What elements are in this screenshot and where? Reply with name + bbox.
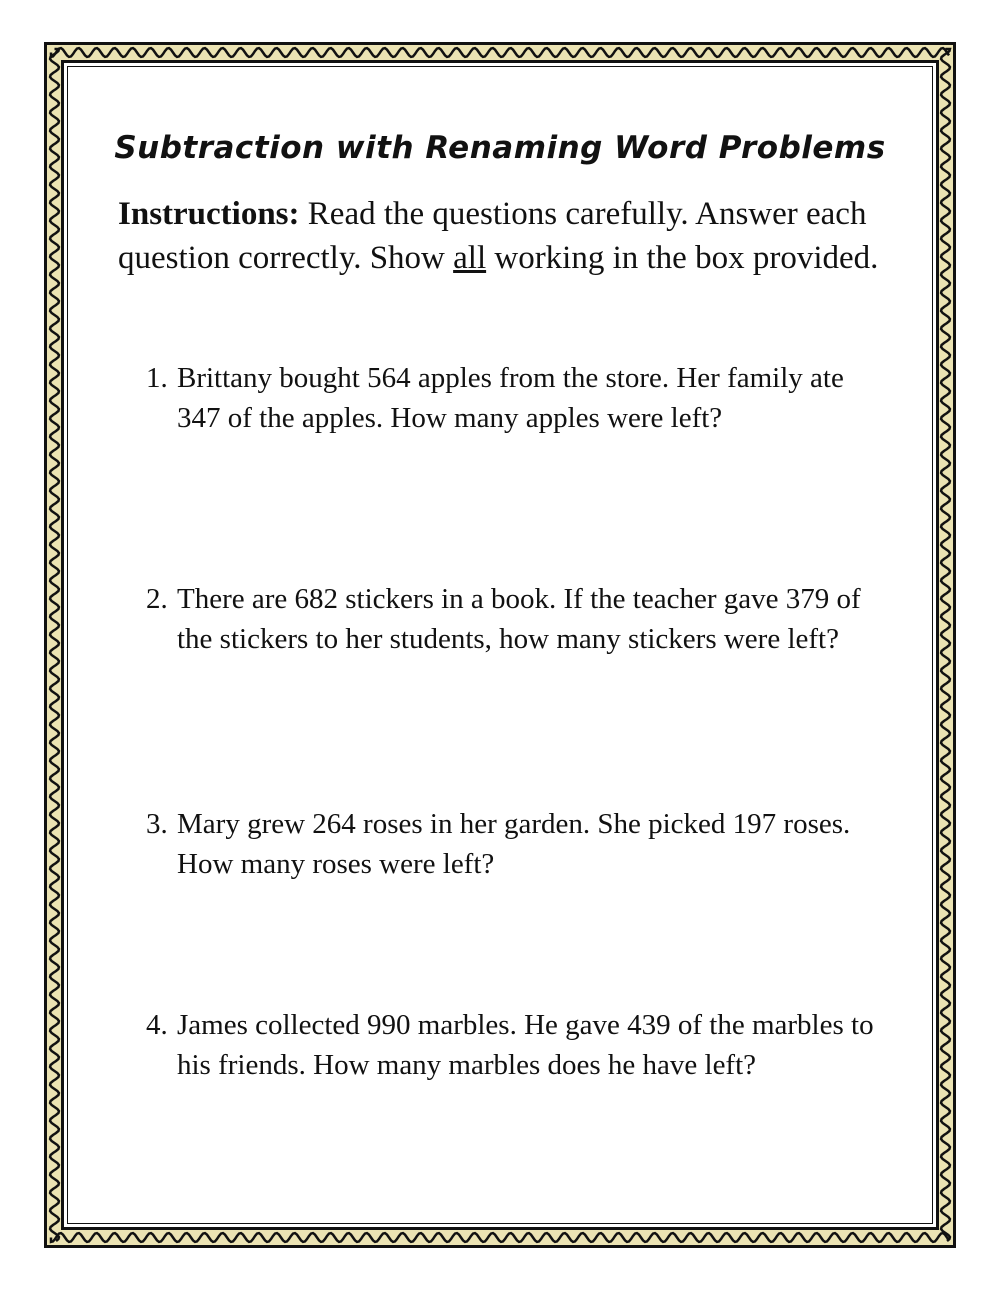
question-text: Mary grew 264 roses in her garden. She picked 197 roses. How many roses were left? [177, 808, 851, 880]
question-3 [146, 804, 886, 884]
question-text: There are 682 stickers in a book. If the teacher gave 379 of the stickers to her students, how many stickers were left? [177, 583, 861, 655]
question-number: 2. [146, 583, 168, 615]
instructions-label: Instructions: [118, 196, 300, 232]
instructions-emphasis: all [453, 240, 487, 276]
question-text: Brittany bought 564 apples from the store. Her family ate 347 of the apples. How many apples were left? [177, 362, 844, 434]
question-number: 3. [146, 808, 168, 840]
question-4 [146, 1005, 886, 1085]
instructions-text-part-2: working in the box provided. [494, 240, 879, 276]
question-text: James collected 990 marbles. He gave 439 of the marbles to his friends. How many marbles does he have left? [177, 1009, 874, 1081]
worksheet-title: Subtraction with Renaming Word Problems [114, 130, 886, 166]
instructions-text-part-1: Read the questions carefully. Answer each question correctly. Show [118, 196, 867, 276]
question-1 [146, 358, 886, 438]
question-number: 1. [146, 362, 168, 394]
question-2 [146, 579, 886, 659]
instructions-paragraph [118, 192, 898, 280]
question-number: 4. [146, 1009, 168, 1041]
